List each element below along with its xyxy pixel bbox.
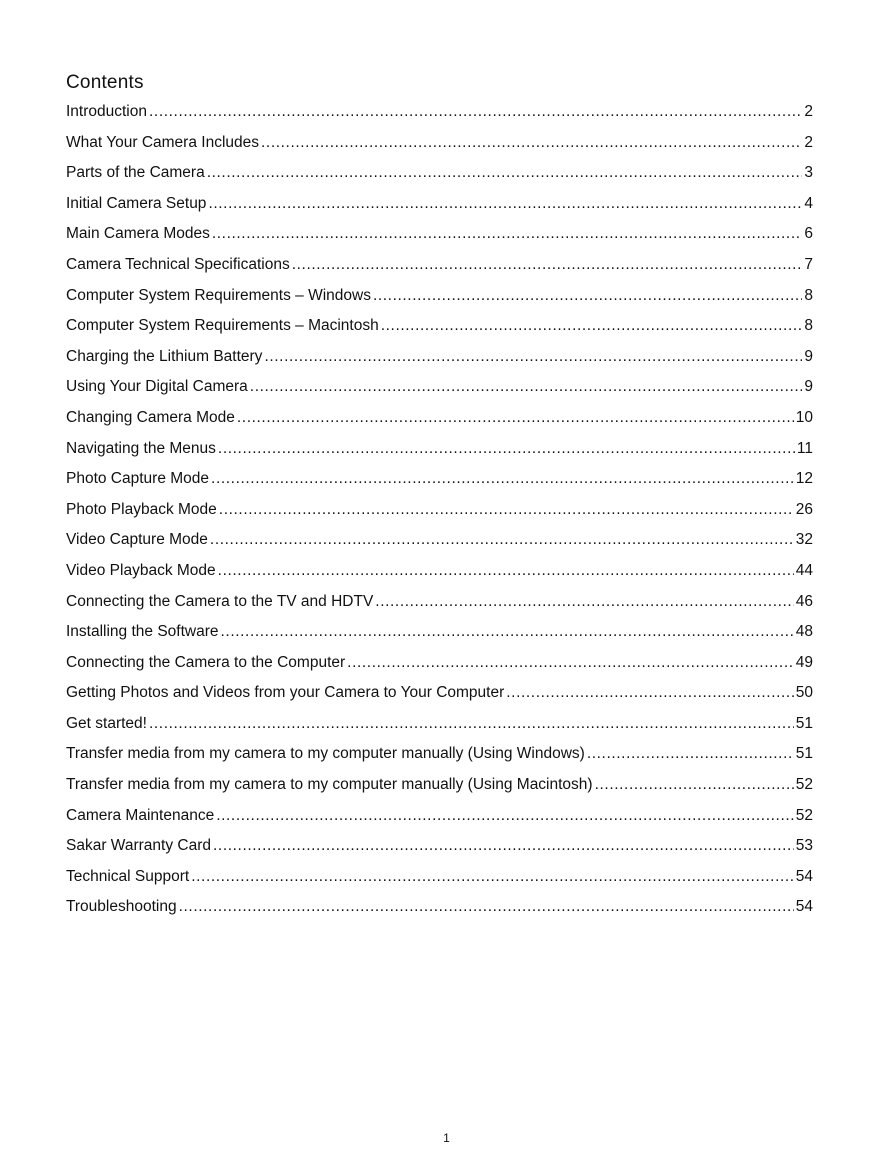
dot-leader	[149, 714, 794, 734]
toc-entry-title: Connecting the Camera to the TV and HDTV	[66, 592, 374, 610]
toc-entry-page-number: 2	[804, 133, 813, 151]
dot-leader	[595, 775, 794, 795]
dot-leader	[213, 836, 794, 856]
dot-leader	[219, 500, 794, 520]
toc-entry-page-number: 51	[795, 714, 813, 732]
toc-entry-page-number: 52	[795, 776, 813, 794]
dot-leader	[506, 683, 793, 703]
toc-entry[interactable]	[66, 775, 813, 806]
toc-entry[interactable]	[66, 530, 813, 561]
toc-entry-page-number: 7	[804, 255, 813, 273]
toc-entry-page-number: 51	[795, 745, 813, 763]
toc-entry[interactable]	[66, 255, 813, 286]
toc-entry[interactable]	[66, 439, 813, 470]
toc-entry-title: Sakar Warranty Card	[66, 837, 211, 855]
toc-entry-page-number: 8	[804, 317, 813, 335]
toc-entry[interactable]	[66, 561, 813, 592]
toc-entry-page-number: 8	[804, 286, 813, 304]
toc-entry-title: Parts of the Camera	[66, 164, 205, 182]
dot-leader	[375, 592, 793, 612]
dot-leader	[347, 653, 794, 673]
dot-leader	[381, 316, 803, 336]
toc-entry-title: Main Camera Modes	[66, 225, 210, 243]
toc-entry[interactable]	[66, 133, 813, 164]
contents-heading: Contents	[66, 72, 144, 93]
dot-leader	[250, 377, 803, 397]
toc-entry[interactable]	[66, 377, 813, 408]
document-page	[66, 70, 813, 928]
toc-entry[interactable]	[66, 469, 813, 500]
toc-entry-page-number: 6	[804, 225, 813, 243]
toc-entry[interactable]	[66, 806, 813, 837]
dot-leader	[292, 255, 803, 275]
toc-entry-title: Photo Capture Mode	[66, 470, 210, 488]
dot-leader	[237, 408, 794, 428]
toc-entry[interactable]	[66, 224, 813, 255]
toc-entry-page-number: 49	[795, 653, 813, 671]
toc-entry-title: Changing Camera Mode	[66, 408, 235, 426]
toc-entry[interactable]	[66, 744, 813, 775]
toc-entry[interactable]	[66, 500, 813, 531]
dot-leader	[264, 347, 802, 367]
dot-leader	[179, 897, 794, 917]
toc-entry[interactable]	[66, 622, 813, 653]
toc-entry[interactable]	[66, 653, 813, 684]
toc-entry-page-number: 2	[804, 103, 813, 120]
toc-entry-title: Troubleshooting	[66, 898, 177, 916]
footer-page-number: 1	[443, 1131, 450, 1145]
toc-entry-title: Using Your Digital Camera	[66, 378, 248, 396]
dot-leader	[216, 806, 794, 826]
toc-entry-title: Transfer media from my camera to my computer manually (Using Macintosh)	[66, 776, 593, 794]
toc-entry-title: Installing the Software	[66, 623, 219, 641]
toc-entry-title: Computer System Requirements – Macintosh	[66, 317, 379, 335]
toc-entry[interactable]	[66, 163, 813, 194]
toc-entry[interactable]	[66, 194, 813, 225]
toc-entry[interactable]	[66, 836, 813, 867]
toc-entry-page-number: 54	[795, 867, 813, 885]
toc-entry[interactable]	[66, 102, 813, 133]
dot-leader	[221, 622, 794, 642]
dot-leader	[191, 867, 794, 887]
toc-entry-page-number: 26	[795, 500, 813, 518]
toc-entry-title: Computer System Requirements – Windows	[66, 286, 371, 304]
toc-entry-title: Charging the Lithium Battery	[66, 347, 263, 365]
toc-entry-title: Camera Maintenance	[66, 806, 215, 824]
toc-entry-title: Introduction	[66, 103, 147, 120]
toc-entry[interactable]	[66, 286, 813, 317]
toc-entry-title: Connecting the Camera to the Computer	[66, 653, 346, 671]
dot-leader	[261, 133, 802, 153]
dot-leader	[218, 439, 795, 459]
toc-entry-page-number: 4	[804, 194, 813, 212]
toc-entry[interactable]	[66, 592, 813, 623]
toc-entry-page-number: 53	[795, 837, 813, 855]
toc-entry-title: Video Capture Mode	[66, 531, 208, 549]
dot-leader	[210, 530, 794, 550]
toc-entry[interactable]	[66, 316, 813, 347]
dot-leader	[587, 744, 794, 764]
toc-entry-page-number: 32	[795, 531, 813, 549]
toc-entry-page-number: 12	[795, 470, 813, 488]
toc-entry-title: Photo Playback Mode	[66, 500, 217, 518]
toc-entry-title: Transfer media from my camera to my computer manually (Using Windows)	[66, 745, 585, 763]
toc-entry-page-number: 54	[795, 898, 813, 916]
dot-leader	[218, 561, 794, 581]
toc-entry-page-number: 50	[795, 684, 813, 702]
dot-leader	[208, 194, 802, 214]
toc-entry-page-number: 9	[804, 378, 813, 396]
dot-leader	[207, 163, 803, 183]
toc-entry[interactable]	[66, 347, 813, 378]
toc-entry-page-number: 44	[795, 561, 813, 579]
toc-entry[interactable]	[66, 683, 813, 714]
toc-entry-title: Initial Camera Setup	[66, 194, 207, 212]
toc-entry-title: What Your Camera Includes	[66, 133, 259, 151]
toc-entry[interactable]	[66, 408, 813, 439]
dot-leader	[373, 286, 802, 306]
toc-entry-page-number: 46	[795, 592, 813, 610]
table-of-contents	[66, 102, 813, 928]
toc-entry-title: Get started!	[66, 714, 147, 732]
toc-entry-title: Camera Technical Specifications	[66, 255, 290, 273]
toc-entry[interactable]	[66, 867, 813, 898]
toc-entry[interactable]	[66, 897, 813, 928]
dot-leader	[212, 224, 803, 244]
toc-entry-title: Getting Photos and Videos from your Camera to Your Computer	[66, 684, 505, 702]
toc-entry-page-number: 52	[795, 806, 813, 824]
toc-entry-title: Navigating the Menus	[66, 439, 216, 457]
dot-leader	[211, 469, 794, 489]
toc-entry-title: Video Playback Mode	[66, 561, 216, 579]
toc-entry-page-number: 48	[795, 623, 813, 641]
toc-entry-page-number: 11	[796, 439, 813, 457]
toc-entry-page-number: 10	[795, 408, 813, 426]
dot-leader	[149, 102, 802, 122]
toc-entry[interactable]	[66, 714, 813, 745]
toc-entry-title: Technical Support	[66, 867, 190, 885]
toc-entry-page-number: 3	[804, 164, 813, 182]
toc-entry-page-number: 9	[804, 347, 813, 365]
